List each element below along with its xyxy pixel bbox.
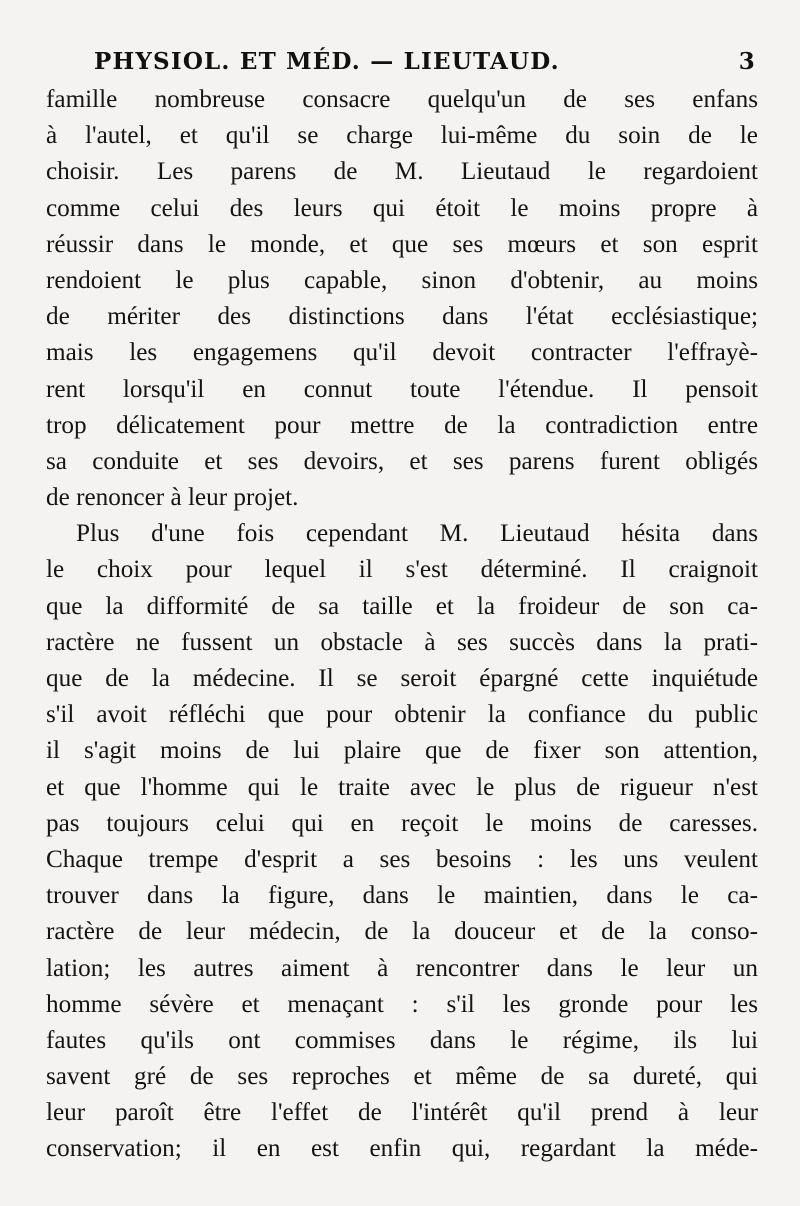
text-line: comme celui des leurs qui étoit le moins propre à — [46, 194, 758, 222]
text-line: s'il avoit réfléchi que pour obtenir la confiance du public — [46, 701, 758, 729]
text-line: leur paroît être l'effet de l'intérêt qu'il prend à leur — [46, 1099, 758, 1127]
text-line: de mériter des distinctions dans l'état ecclésiastique; — [46, 303, 758, 331]
page-header — [46, 40, 756, 80]
text-line: il s'agit moins de lui plaire que de fixer son attention, — [46, 737, 758, 765]
page-number: 3 — [738, 48, 756, 75]
body-text — [46, 82, 758, 1168]
text-line: pas toujours celui qui en reçoit le moins de caresses. — [46, 809, 758, 837]
text-line: trouver dans la figure, dans le maintien, dans le ca- — [46, 882, 758, 910]
text-line: trop délicatement pour mettre de la contradiction entre — [46, 411, 758, 439]
text-line: réussir dans le monde, et que ses mœurs et son esprit — [46, 230, 758, 258]
text-line: de renoncer à leur projet. — [46, 484, 299, 512]
text-line: le choix pour lequel il s'est déterminé. Il craignoit — [46, 556, 758, 584]
text-line: Chaque trempe d'esprit a ses besoins : les uns veulent — [46, 845, 758, 873]
text-line: que la difformité de sa taille et la froideur de son ca- — [46, 592, 758, 620]
text-line: lation; les autres aiment à rencontrer dans le leur un — [46, 954, 758, 982]
text-line: mais les engagemens qu'il devoit contracter l'effrayè- — [46, 339, 758, 367]
text-line: rendoient le plus capable, sinon d'obtenir, au moins — [46, 266, 758, 294]
text-line: à l'autel, et qu'il se charge lui-même du soin de le — [46, 122, 758, 150]
text-line: famille nombreuse consacre quelqu'un de ses enfans — [46, 86, 758, 113]
text-line: et que l'homme qui le traite avec le plus de rigueur n'est — [46, 773, 758, 801]
running-title: PHYSIOL. ET MÉD. — LIEUTAUD. — [94, 48, 560, 75]
text-line: homme sévère et menaçant : s'il les gronde pour les — [46, 990, 758, 1018]
text-line: savent gré de ses reproches et même de sa dureté, qui — [46, 1063, 758, 1091]
text-line: rent lorsqu'il en connut toute l'étendue. Il pensoit — [46, 375, 758, 403]
text-line: sa conduite et ses devoirs, et ses parens furent obligés — [46, 447, 758, 475]
text-line: conservation; il en est enfin qui, regardant la méde- — [46, 1135, 758, 1163]
text-line: fautes qu'ils ont commises dans le régime, ils lui — [46, 1026, 758, 1054]
text-line: choisir. Les parens de M. Lieutaud le regardoient — [46, 158, 758, 186]
text-line: ractère de leur médecin, de la douceur et de la conso- — [46, 918, 758, 946]
text-line: que de la médecine. Il se seroit épargné cette inquiétude — [46, 665, 758, 692]
paragraph — [46, 82, 758, 516]
paragraph — [46, 516, 758, 1167]
text-line: ractère ne fussent un obstacle à ses succès dans la prati- — [46, 628, 758, 656]
text-line: Plus d'une fois cependant M. Lieutaud hésita dans — [76, 520, 758, 548]
